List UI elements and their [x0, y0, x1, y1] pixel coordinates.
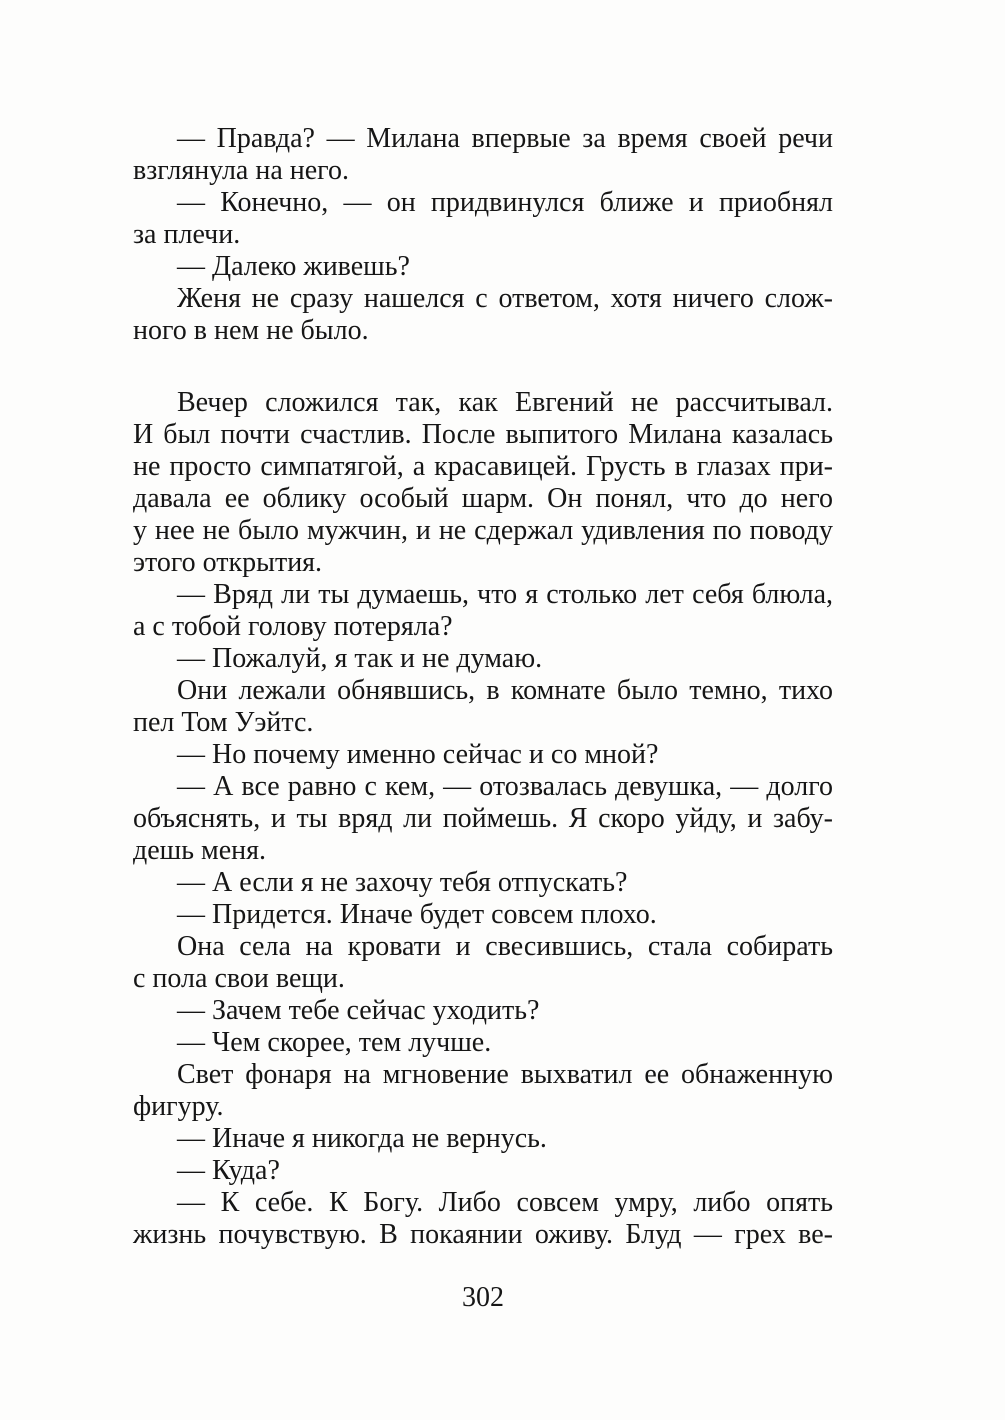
- page-number: 302: [462, 1282, 504, 1313]
- paragraph: [133, 771, 833, 867]
- text-line: — А если я не захочу тебя отпускать?: [177, 867, 628, 898]
- text-line: фигуру.: [133, 1091, 224, 1122]
- text-line: давала ее облику особый шарм. Он понял, что до него: [133, 483, 833, 514]
- text-line: этого открытия.: [133, 547, 323, 578]
- text-line: — Зачем тебе сейчас уходить?: [177, 995, 540, 1026]
- text-line: — Куда?: [177, 1155, 280, 1186]
- paragraph: [133, 1155, 833, 1187]
- text-line: объяснять, и ты вряд ли поймешь. Я скоро уйду, и забу-: [133, 803, 833, 834]
- paragraph: [133, 579, 833, 643]
- text-line: — Пожалуй, я так и не думаю.: [177, 643, 543, 674]
- paragraph: [133, 739, 833, 771]
- text-line: — Но почему именно сейчас и со мной?: [177, 739, 659, 770]
- paragraph: [133, 1027, 833, 1059]
- text-line: пел Том Уэйтс.: [133, 707, 314, 738]
- text-line: — Иначе я никогда не вернусь.: [177, 1123, 547, 1154]
- paragraph: [133, 251, 833, 283]
- paragraph: [133, 387, 833, 579]
- paragraph: [133, 643, 833, 675]
- paragraph: [133, 1187, 833, 1251]
- paragraph: [133, 283, 833, 347]
- paragraph: [133, 899, 833, 931]
- paragraph: [133, 123, 833, 187]
- text-line: а с тобой голову потеряла?: [133, 611, 453, 642]
- paragraph: [133, 675, 833, 739]
- text-line: дешь меня.: [133, 835, 267, 866]
- text-line: — Чем скорее, тем лучше.: [177, 1027, 492, 1058]
- text-line: И был почти счастлив. После выпитого Милана казалась: [133, 419, 833, 450]
- text-line: ного в нем не было.: [133, 315, 369, 346]
- text-line: — К себе. К Богу. Либо совсем умру, либо опять: [177, 1187, 833, 1218]
- text-line: Она села на кровати и свесившись, стала собирать: [177, 931, 833, 962]
- text-line: — А все равно с кем, — отозвалась девушка, — долго: [177, 771, 833, 802]
- text-line: — Правда? — Милана впервые за время своей речи: [177, 123, 833, 154]
- text-line: не просто симпатягой, а красавицей. Грусть в глазах при-: [133, 451, 833, 482]
- paragraph: [133, 1123, 833, 1155]
- text-line: — Далеко живешь?: [177, 251, 410, 282]
- text-line: — Придется. Иначе будет совсем плохо.: [177, 899, 657, 930]
- paragraph: [133, 931, 833, 995]
- text-line: с пола свои вещи.: [133, 963, 345, 994]
- text-line: Свет фонаря на мгновение выхватил ее обнаженную: [177, 1059, 833, 1090]
- text-line: жизнь почувствую. В покаянии оживу. Блуд — грех ве-: [133, 1219, 833, 1250]
- paragraph: [133, 1059, 833, 1123]
- text-line: за плечи.: [133, 219, 241, 250]
- paragraph: [133, 995, 833, 1027]
- paragraph: [133, 867, 833, 899]
- text-line: Они лежали обнявшись, в комнате было темно, тихо: [177, 675, 833, 706]
- paragraph: [133, 187, 833, 251]
- text-line: — Конечно, — он придвинулся ближе и приобнял: [177, 187, 833, 218]
- text-line: Женя не сразу нашелся с ответом, хотя ничего слож-: [177, 283, 833, 314]
- text-line: взглянула на него.: [133, 155, 349, 186]
- text-line: у нее не было мужчин, и не сдержал удивления по поводу: [133, 515, 833, 546]
- text-line: — Вряд ли ты думаешь, что я столько лет себя блюла,: [177, 579, 833, 610]
- page-text: [133, 123, 833, 1251]
- text-line: Вечер сложился так, как Евгений не рассчитывал.: [177, 387, 833, 418]
